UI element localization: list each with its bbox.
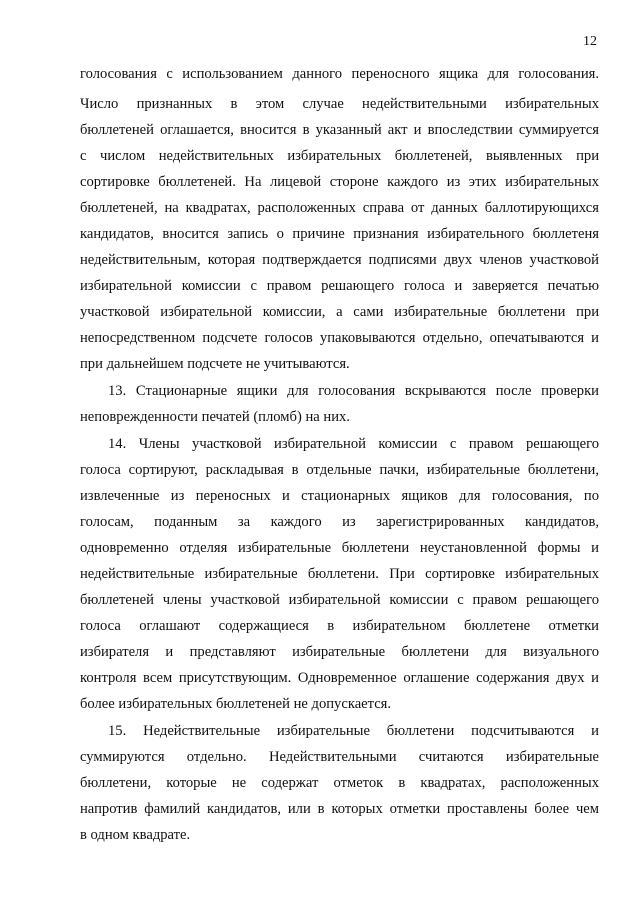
- text-line: сортировке бюллетеней. На лицевой стороне каждого из этих избирательных: [80, 174, 599, 190]
- text-line: одновременно отделяя избирательные бюллетени неустановленной формы и: [80, 540, 599, 556]
- text-line: избирателя и представляют избирательные бюллетени для визуального: [80, 644, 599, 660]
- text-line: голосования с использованием данного переносного ящика для голосования.: [80, 66, 599, 82]
- text-line: бюллетени, которые не содержат отметок в квадратах, расположенных: [80, 775, 599, 791]
- text-line: голоса оглашают содержащиеся в избирательном бюллетене отметки: [80, 618, 599, 634]
- text-line: недействительным, которая подтверждается подписями двух членов участковой: [80, 252, 599, 268]
- text-line: 14. Члены участковой избирательной комиссии с правом решающего: [108, 436, 599, 452]
- text-line: при дальнейшем подсчете не учитываются.: [80, 356, 350, 372]
- text-line: непосредственном подсчете голосов упаковываются отдельно, опечатываются и: [80, 330, 599, 346]
- text-line: Число признанных в этом случае недействительными избирательных: [80, 96, 599, 112]
- text-line: участковой избирательной комиссии, а сами избирательные бюллетени при: [80, 304, 599, 320]
- text-line: голосам, поданным за каждого из зарегистрированных кандидатов,: [80, 514, 599, 530]
- text-line: в одном квадрате.: [80, 827, 191, 843]
- text-line: суммируются отдельно. Недействительными считаются избирательные: [80, 749, 599, 765]
- text-line: кандидатов, вносится запись о причине признания избирательного бюллетеня: [80, 226, 599, 242]
- text-line: напротив фамилий кандидатов, или в которых отметки проставлены более чем: [80, 801, 599, 817]
- text-line: бюллетеней оглашается, вносится в указанный акт и впоследствии суммируется: [80, 122, 599, 138]
- text-line: 15. Недействительные избирательные бюллетени подсчитываются и: [108, 723, 599, 739]
- text-line: извлеченные из переносных и стационарных ящиков для голосования, по: [80, 488, 599, 504]
- text-line: избирательной комиссии с правом решающего голоса и заверяется печатью: [80, 278, 599, 294]
- text-line: бюллетеней, на квадратах, расположенных справа от данных баллотирующихся: [80, 200, 599, 216]
- text-line: бюллетеней члены участковой избирательной комиссии с правом решающего: [80, 592, 599, 608]
- text-line: контроля всем присутствующим. Одновременное оглашение содержания двух и: [80, 670, 599, 686]
- text-line: голоса сортируют, раскладывая в отдельные пачки, избирательные бюллетени,: [80, 462, 599, 478]
- text-line: недействительные избирательные бюллетени. При сортировке избирательных: [80, 566, 599, 582]
- text-line: более избирательных бюллетеней не допускается.: [80, 696, 392, 712]
- page-number: 12: [583, 34, 597, 49]
- text-line: с числом недействительных избирательных бюллетеней, выявленных при: [80, 148, 599, 164]
- text-line: 13. Стационарные ящики для голосования вскрываются после проверки: [108, 383, 599, 399]
- text-line: неповрежденности печатей (пломб) на них.: [80, 409, 350, 425]
